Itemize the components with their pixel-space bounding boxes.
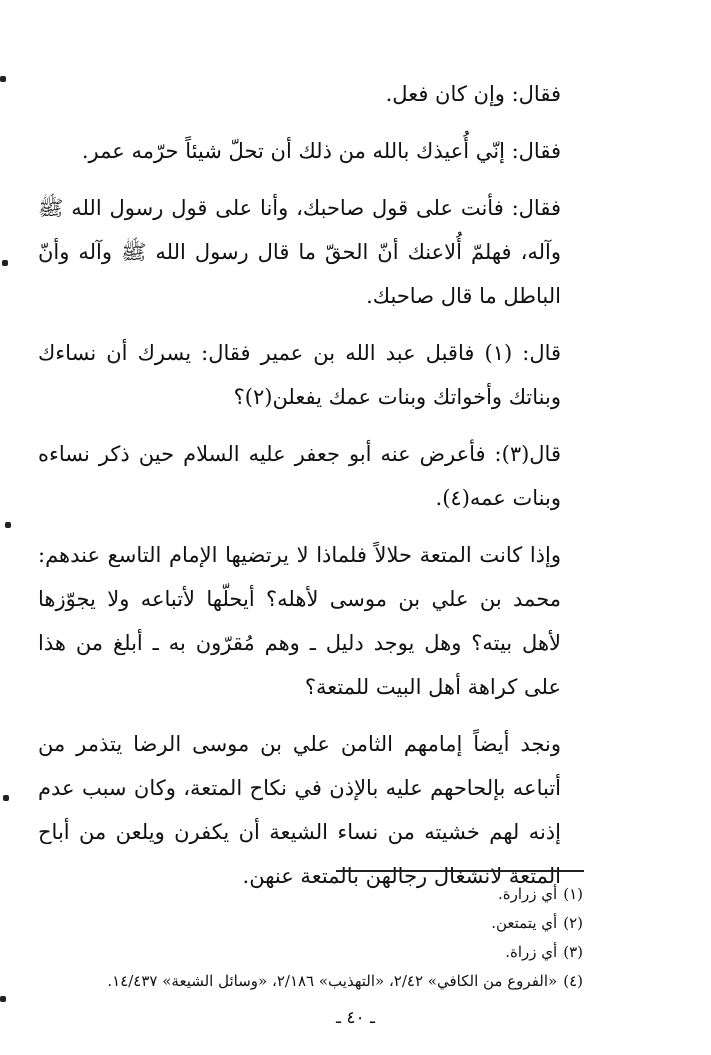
footnote-4	[38, 967, 583, 996]
footnote-number: (٤)	[563, 972, 583, 990]
scan-mark	[3, 795, 9, 801]
footnote-text: أي زرارة.	[498, 885, 558, 903]
footnote-text: أي يتمتعن.	[491, 914, 558, 932]
footnotes	[38, 880, 583, 996]
scan-mark	[0, 996, 6, 1002]
paragraph-3: فقال: فأنت على قول صاحبك، وأنا على قول رسول الله ﷺ وآله، فهلمّ أُلاعنك أنّ الحقّ ما قال رسول الله ﷺ وآله وأنّ الباطل ما قال صاحبك.	[38, 196, 561, 308]
main-text	[38, 72, 583, 911]
footnote-number: (٢)	[563, 914, 583, 932]
footnote-1	[38, 880, 583, 909]
paragraph-1: فقال: وإن كان فعل.	[385, 82, 561, 106]
paragraph-5: قال(٣): فأعرض عنه أبو جعفر عليه السلام حين ذكر نساءه وبنات عمه(٤).	[38, 442, 561, 510]
footnote-text: أي زراة.	[505, 943, 558, 961]
scan-mark	[0, 76, 6, 82]
scan-mark	[2, 260, 8, 266]
page-number: ـ ٤٠ ـ	[335, 1008, 376, 1028]
paragraph-2: فقال: إنّي أُعيذك بالله من ذلك أن تحلّ شيئاً حرّمه عمر.	[81, 139, 561, 163]
footnote-divider	[336, 870, 584, 872]
paragraph-4: قال: (١) فاقبل عبد الله بن عمير فقال: يسرك أن نساءك وبناتك وأخواتك وبنات عمك يفعلن(٢)؟	[38, 341, 562, 409]
footnote-text: «الفروع من الكافي» ٢/٤٢، «التهذيب» ٢/١٨٦، «وسائل الشيعة» ١٤/٤٣٧.	[107, 972, 558, 990]
footnote-number: (١)	[563, 885, 583, 903]
paragraph-6: وإذا كانت المتعة حلالاً فلماذا لا يرتضيها الإمام التاسع عندهم: محمد بن علي بن موسى لأهله؟ أيحلّها لأتباعه ولا يجوّزها لأهل بيته؟ وهل يوجد دليل ـ وهم مُقرّون به ـ أبلغ من هذا على كراهة أهل البيت للمتعة؟	[38, 543, 562, 699]
footnote-3	[38, 938, 583, 967]
footnote-number: (٣)	[563, 943, 583, 961]
paragraph-7: ونجد أيضاً إمامهم الثامن علي بن موسى الرضا يتذمر من أتباعه بإلحاحهم عليه بالإذن في نكاح المتعة، وكان سبب عدم إذنه لهم خشيته من نساء الشيعة أن يكفرن ويلعن من أباح المتعة لانشغال رجالهن بالمتعة عنهن.	[38, 732, 562, 888]
scan-mark	[5, 522, 11, 528]
footnote-2	[38, 909, 583, 938]
